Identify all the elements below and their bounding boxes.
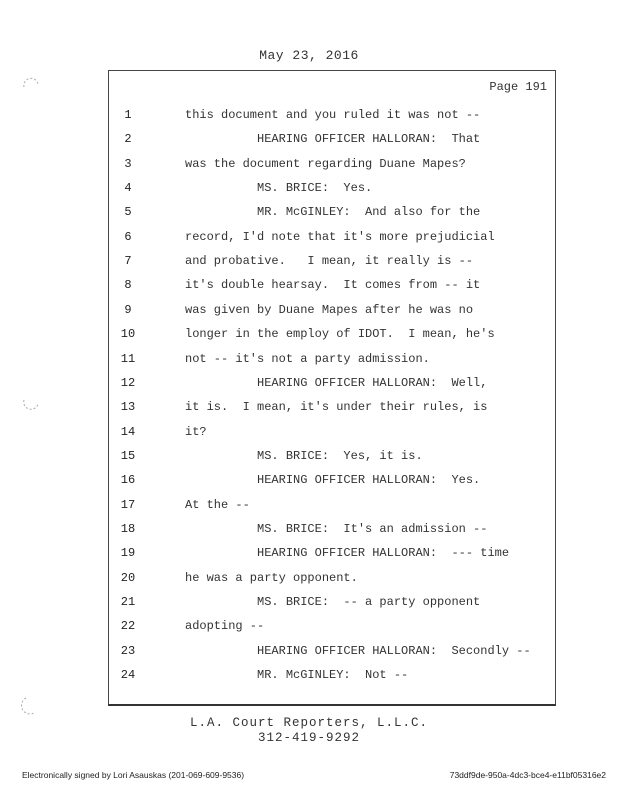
page-date: May 23, 2016 <box>259 48 359 63</box>
transcript-line <box>109 644 555 662</box>
transcript-line <box>109 449 555 467</box>
transcript-line <box>109 376 555 394</box>
line-number: 24 <box>120 668 136 683</box>
transcript-lines <box>109 70 555 704</box>
line-number: 22 <box>120 619 136 634</box>
transcript-line <box>109 157 555 175</box>
line-text: HEARING OFFICER HALLORAN: Yes. <box>185 473 481 488</box>
line-text: MS. BRICE: -- a party opponent <box>185 595 481 609</box>
line-number: 11 <box>120 351 136 366</box>
transcript-line <box>109 132 555 150</box>
transcript-line <box>109 181 555 199</box>
line-number: 16 <box>120 473 136 488</box>
punch-hole-icon <box>20 76 42 98</box>
line-text: HEARING OFFICER HALLORAN: That <box>185 132 481 147</box>
transcript-line <box>109 278 555 296</box>
transcript-line <box>109 522 555 540</box>
punch-hole-icon <box>20 694 42 716</box>
line-text: MR. McGINLEY: Not -- <box>185 668 409 683</box>
line-number: 23 <box>120 643 136 658</box>
line-number: 4 <box>124 181 132 196</box>
line-text: it? <box>185 424 207 439</box>
transcript-line <box>109 400 555 418</box>
line-text: MS. BRICE: Yes. <box>185 181 373 196</box>
line-text: was the document regarding Duane Mapes? <box>185 156 466 171</box>
line-number: 17 <box>120 497 136 512</box>
line-text: HEARING OFFICER HALLORAN: --- time <box>185 546 510 561</box>
line-number: 6 <box>124 229 132 244</box>
transcript-line <box>109 352 555 370</box>
line-text: longer in the employ of IDOT. I mean, he's <box>185 327 495 342</box>
transcript-line <box>109 619 555 637</box>
line-number: 13 <box>120 400 136 415</box>
line-number: 5 <box>124 205 132 220</box>
line-text: it's double hearsay. It comes from -- it <box>185 278 481 293</box>
transcript-line <box>109 595 555 613</box>
transcript-line <box>109 205 555 223</box>
transcript-line <box>109 303 555 321</box>
line-text: this document and you ruled it was not -- <box>185 108 481 122</box>
court-reporter-firm: L.A. Court Reporters, L.L.C. <box>189 716 429 730</box>
transcript-line <box>109 668 555 686</box>
line-text: At the -- <box>185 497 250 512</box>
line-number: 7 <box>124 254 132 269</box>
line-number: 15 <box>120 448 136 463</box>
document-id: 73ddf9de-950a-4dc3-bce4-e11bf05316e2 <box>449 770 606 780</box>
page-number: Page 191 <box>489 80 547 94</box>
transcript-line <box>109 254 555 272</box>
transcript-line <box>109 546 555 564</box>
line-text: MS. BRICE: It's an admission -- <box>185 521 488 536</box>
line-number: 2 <box>124 132 132 147</box>
transcript-line <box>109 498 555 516</box>
line-number: 18 <box>120 521 136 536</box>
line-text: HEARING OFFICER HALLORAN: Well, <box>185 375 488 390</box>
line-text: record, I'd note that it's more prejudicial <box>185 229 495 244</box>
line-text: HEARING OFFICER HALLORAN: Secondly -- <box>185 643 531 658</box>
line-text: and probative. I mean, it really is -- <box>185 254 474 269</box>
line-number: 10 <box>120 327 136 342</box>
line-number: 20 <box>120 570 136 585</box>
transcript-page <box>108 70 556 706</box>
line-text: he was a party opponent. <box>185 570 358 585</box>
line-number: 9 <box>124 302 132 317</box>
line-text: was given by Duane Mapes after he was no <box>185 302 474 317</box>
transcript-line <box>109 473 555 491</box>
line-number: 8 <box>124 278 132 293</box>
line-text: MR. McGINLEY: And also for the <box>185 205 481 220</box>
line-number: 21 <box>120 595 136 609</box>
line-text: not -- it's not a party admission. <box>185 351 430 366</box>
line-number: 14 <box>120 424 136 439</box>
line-number: 19 <box>120 546 136 561</box>
transcript-line <box>109 327 555 345</box>
line-text: MS. BRICE: Yes, it is. <box>185 448 423 463</box>
line-text: adopting -- <box>185 619 265 634</box>
electronic-signature: Electronically signed by Lori Asauskas (201-069-609-9536) <box>22 770 245 780</box>
transcript-line <box>109 571 555 589</box>
line-number: 3 <box>124 156 132 171</box>
punch-hole-icon <box>20 392 42 414</box>
transcript-line <box>109 425 555 443</box>
court-reporter-phone: 312-419-9292 <box>257 731 360 745</box>
transcript-line <box>109 230 555 248</box>
line-text: it is. I mean, it's under their rules, is <box>185 400 488 415</box>
line-number: 1 <box>124 108 132 122</box>
line-number: 12 <box>120 375 136 390</box>
transcript-line <box>109 108 555 126</box>
